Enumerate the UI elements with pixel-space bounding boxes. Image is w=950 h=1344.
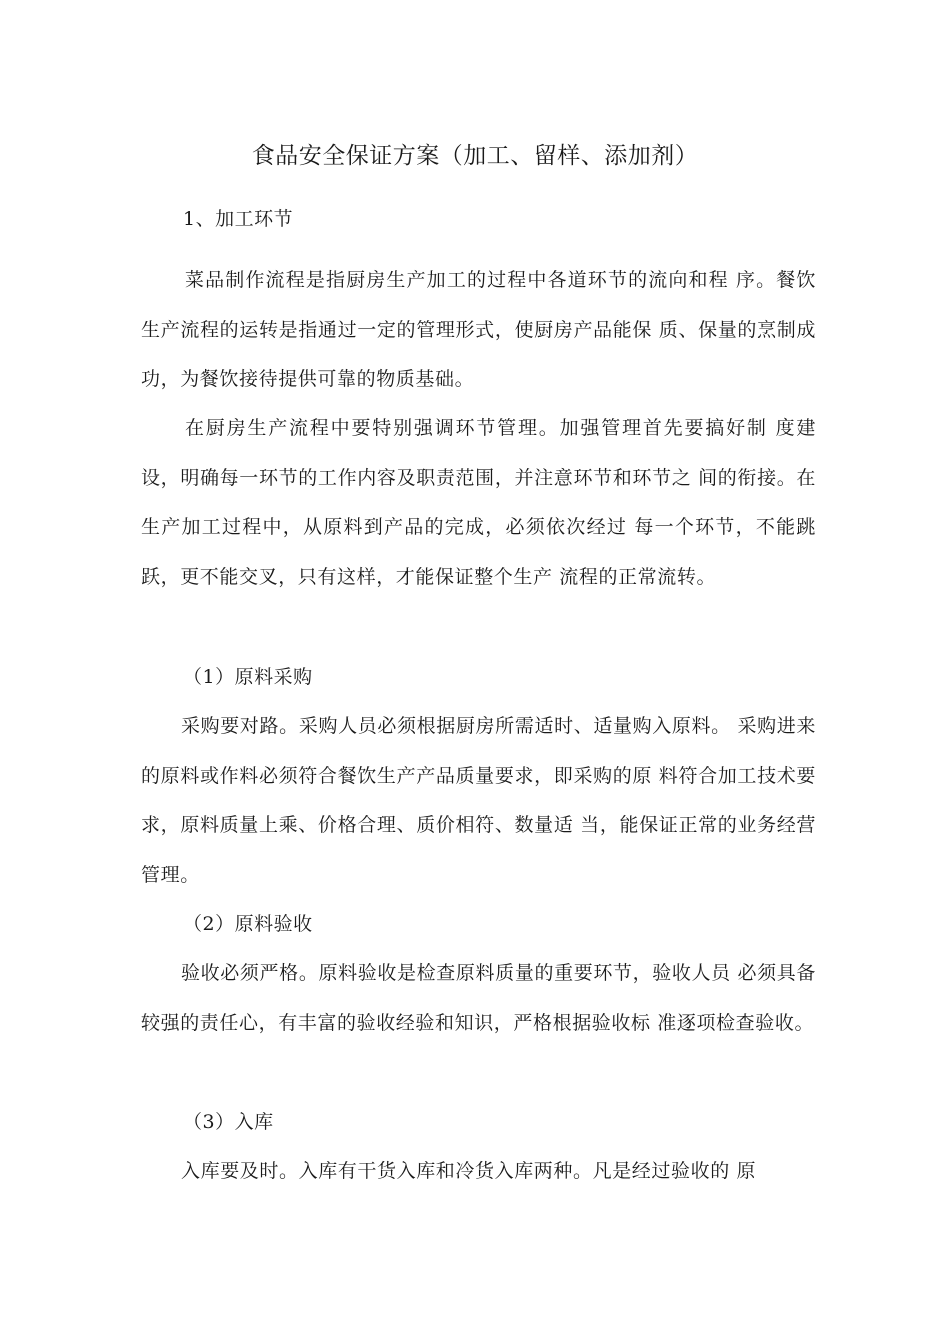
subheading-storage: （3）入库 bbox=[183, 1111, 274, 1133]
subheading-raw-material-purchase: （1）原料采购 bbox=[183, 666, 313, 688]
subheading-raw-material-inspection: （2）原料验收 bbox=[183, 913, 313, 935]
section-heading-processing: 1、加工环节 bbox=[183, 208, 294, 230]
paragraph-inspection: 验收必须严格。原料验收是检查原料质量的重要环节，验收人员 必须具备较强的责任心，有丰富的验收经验和知识，严格根据验收标 准逐项检查验收。 bbox=[141, 962, 816, 1034]
paragraph-link-management: 在厨房生产流程中要特别强调环节管理。加强管理首先要搞好制 度建设，明确每一环节的工作内容及职责范围，并注意环节和环节之 间的衔接。在生产加工过程中，从原料到产品的完成，必须依次经过 每一个环节，不能跳跃，更不能交叉，只有这样，才能保证整个生产 流程的正常流转。 bbox=[141, 417, 816, 588]
paragraph-production-flow: 菜品制作流程是指厨房生产加工的过程中各道环节的流向和程 序。餐饮生产流程的运转是指通过一定的管理形式，使厨房产品能保 质、保量的烹制成功，为餐饮接待提供可靠的物质基础。 bbox=[141, 269, 816, 390]
document-title: 食品安全保证方案（加工、留样、添加剂） bbox=[251, 143, 699, 169]
paragraph-storage: 入库要及时。入库有干货入库和冷货入库两种。凡是经过验收的 原 bbox=[181, 1160, 757, 1182]
paragraph-purchase: 采购要对路。采购人员必须根据厨房所需适时、适量购入原料。 采购进来的原料或作料必须符合餐饮生产产品质量要求，即采购的原 料符合加工技术要求，原料质量上乘、价格合理、质价相符、数量适 当，能保证正常的业务经营管理。 bbox=[141, 715, 816, 886]
